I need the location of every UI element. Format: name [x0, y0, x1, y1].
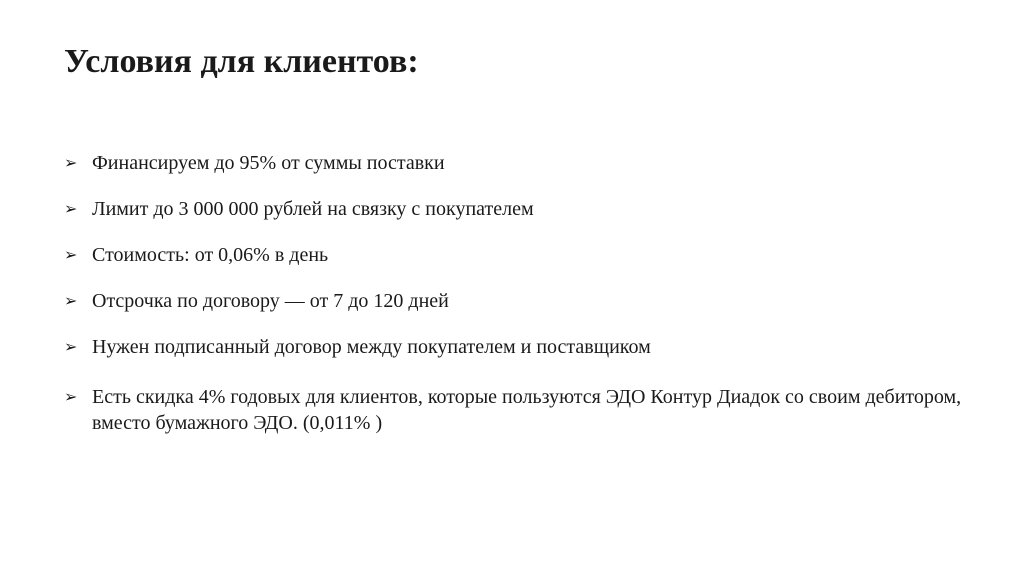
bullet-item: [64, 288, 964, 314]
bullet-item: [64, 334, 964, 360]
bullet-list: [64, 150, 964, 456]
bullet-item: [64, 384, 964, 436]
bullet-item: [64, 150, 964, 176]
bullet-item: [64, 242, 964, 268]
bullet-text: Финансируем до 95% от суммы поставки: [92, 152, 445, 174]
bullet-text: Лимит до 3 000 000 рублей на связку с покупателем: [92, 198, 534, 220]
bullet-text: Нужен подписанный договор между покупателем и поставщиком: [92, 336, 651, 358]
arrow-bullet-icon: ➢: [64, 387, 78, 406]
arrow-bullet-icon: ➢: [64, 153, 78, 172]
arrow-bullet-icon: ➢: [64, 199, 78, 218]
bullet-text: Отсрочка по договору — от 7 до 120 дней: [92, 290, 449, 312]
bullet-item: [64, 196, 964, 222]
bullet-text: Есть скидка 4% годовых для клиентов, которые пользуются ЭДО Контур Диадок со своим дебитором, вместо бумажного ЭДО. (0,011% ): [92, 386, 962, 434]
bullet-text: Стоимость: от 0,06% в день: [92, 244, 329, 266]
arrow-bullet-icon: ➢: [64, 245, 78, 264]
arrow-bullet-icon: ➢: [64, 291, 78, 310]
slide-title: Условия для клиентов:: [64, 43, 419, 80]
arrow-bullet-icon: ➢: [64, 337, 78, 356]
